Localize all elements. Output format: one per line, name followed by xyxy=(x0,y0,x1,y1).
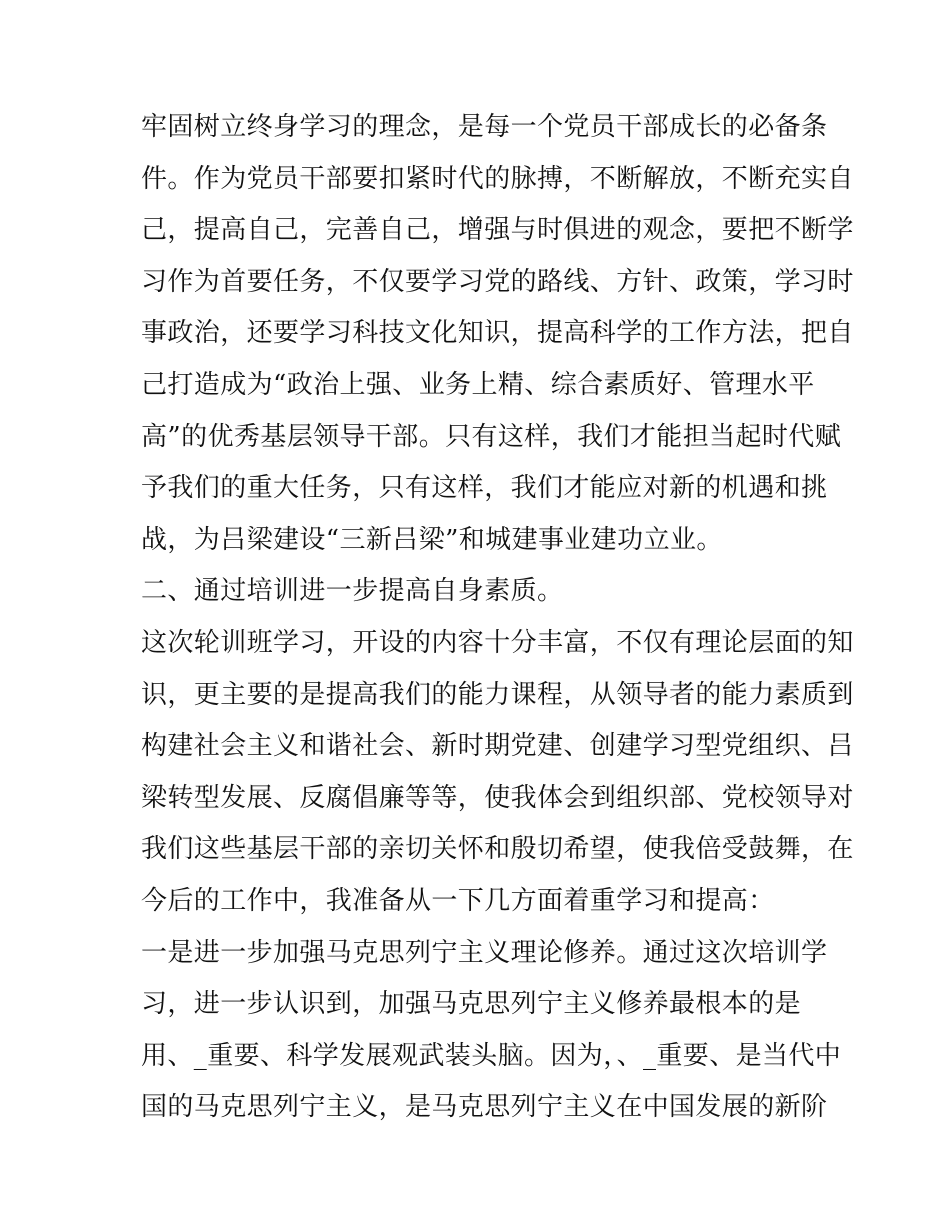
text-line: 事政治，还要学习科技文化知识，提高科学的工作方法，把自 xyxy=(141,318,854,349)
section-heading: 二、通过培训进一步提高自身素质。 xyxy=(141,576,564,607)
text-line: 用、_重要、科学发展观武装头脑。因为，、_重要、是当代中 xyxy=(141,1040,842,1071)
text-line: 国的马克思列宁主义，是马克思列宁主义在中国发展的新阶 xyxy=(141,1092,828,1123)
text-line: 梁转型发展、反腐倡廉等等，使我体会到组织部、党校领导对 xyxy=(141,782,854,813)
text-line: 件。作为党员干部要扣紧时代的脉搏，不断解放，不断充实自 xyxy=(141,163,854,194)
text-line: 牢固树立终身学习的理念，是每一个党员干部成长的必备条 xyxy=(141,112,828,142)
text-line: 己打造成为“政治上强、业务上精、综合素质好、管理水平 xyxy=(141,369,815,400)
text-line: 我们这些基层干部的亲切关怀和殷切希望，使我倍受鼓舞，在 xyxy=(141,834,854,865)
text-line: 识，更主要的是提高我们的能力课程，从领导者的能力素质到 xyxy=(141,679,854,710)
text-line: 习，进一步认识到，加强马克思列宁主义修养最根本的是 xyxy=(141,989,802,1020)
text-line: 战，为吕梁建设“三新吕梁”和城建事业建功立业。 xyxy=(141,524,723,555)
text-line: 这次轮训班学习，开设的内容十分丰富，不仅有理论层面的知 xyxy=(141,627,854,658)
text-line: 今后的工作中，我准备从一下几方面着重学习和提高： xyxy=(141,885,775,916)
text-line: 高”的优秀基层领导干部。只有这样，我们才能担当起时代赋 xyxy=(141,421,842,452)
document-body xyxy=(141,102,854,1134)
text-line: 构建社会主义和谐社会、新时期党建、创建学习型党组织、吕 xyxy=(141,731,854,762)
text-line: 习作为首要任务，不仅要学习党的路线、方针、政策，学习时 xyxy=(141,266,854,297)
text-line: 一是进一步加强马克思列宁主义理论修养。通过这次培训学 xyxy=(141,937,828,968)
text-line: 予我们的重大任务，只有这样，我们才能应对新的机遇和挑 xyxy=(141,473,828,504)
text-line: 己，提高自己，完善自己，增强与时俱进的观念，要把不断学 xyxy=(141,215,854,246)
